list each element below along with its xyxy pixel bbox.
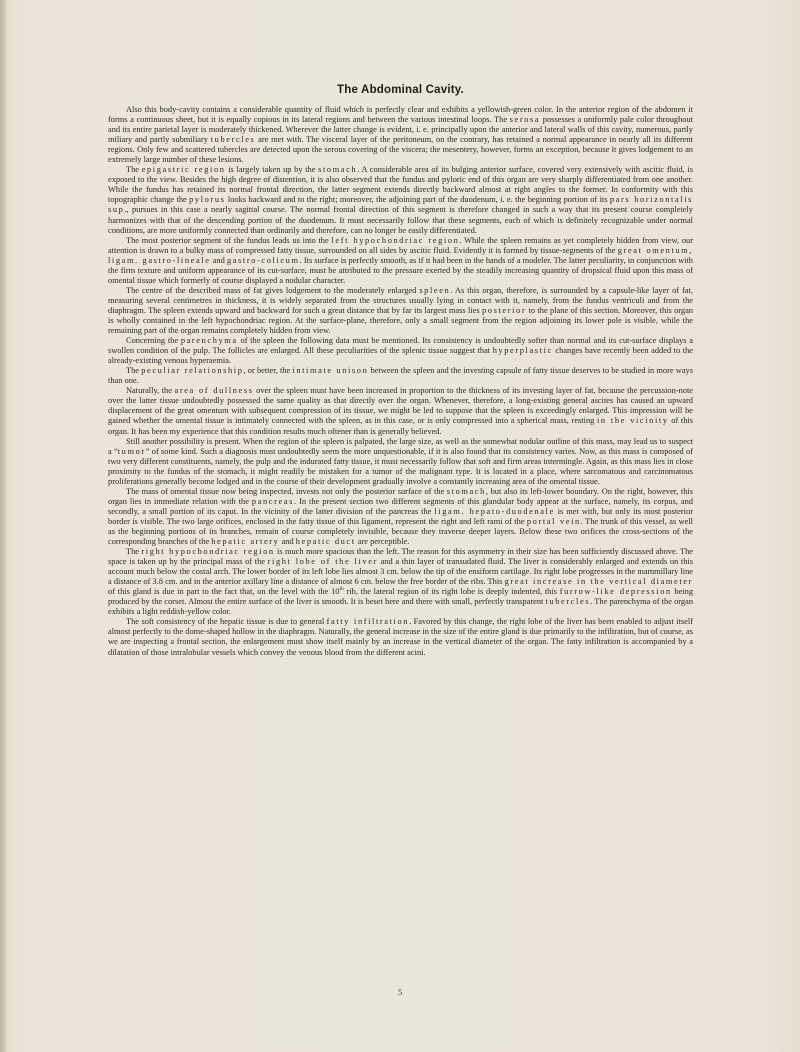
text-run: of this organ. It has been my experience that this condition results much oftener than is generally believed.	[108, 416, 693, 436]
spaced-term: right lobe of the liver	[267, 557, 378, 567]
text-run: The mass of omental tissue now being inspected, invests not only the posterior surface of the	[126, 486, 447, 496]
spaced-term: area of dullness	[174, 386, 254, 396]
text-run: Naturally, the	[126, 386, 175, 396]
text-run: is met with, but only its most posterior border is visible. The two large orifices, enclosed in the fatty tissue of this ligament, represent the right and left rami of the	[108, 506, 693, 526]
text-run: , or better, the	[243, 366, 293, 376]
spaced-term: pars horizontalis sup	[108, 195, 693, 215]
text-run: . In the present section two different segments of this glandular body appear at the surface, namely, its corpus, and secondly, a small portion of its caput. In the vicinity of the latter division of the pancreas the	[108, 496, 693, 516]
text-run: and a thin layer of transudated fluid. The liver is considerably enlarged and extends on this account much below the costal arch. The lower border of its left lobe lies almost 3 cm. below the tip of the ensiform cartilage. Its right lobe progresses in the mammillary line a distance of 3.8 cm. and in the anterior axillary line a distance of almost 6 cm. below the free border of the ribs. This	[108, 557, 693, 587]
spaced-term: tumor	[117, 446, 146, 456]
page-number: 5	[397, 987, 403, 997]
paragraph	[108, 437, 693, 487]
spaced-term: in the vicinity	[596, 416, 669, 426]
spaced-term: intimate unison	[292, 366, 369, 376]
body-text	[108, 105, 693, 658]
text-run: The most posterior segment of the fundus leads us into the	[126, 235, 332, 245]
text-run: . As this organ, therefore, is surrounded by a capsule-like layer of fat, measuring several centimetres in thickness, it is widely separated from the structures usually lying in contact with it, namely, from the fundus ventriculi and from the diaphragm. The spleen extends upward and backward for such a great distance that by far its largest mass lies	[108, 285, 693, 315]
spaced-term: peculiar relationship	[141, 366, 244, 376]
text-run: The	[126, 366, 142, 376]
text-run: looks backward and to the right; moreover, the adjoining part of the duodenum, i. e. the beginning portion of its	[225, 195, 610, 205]
spaced-term: gastro-colicum	[226, 255, 300, 265]
spaced-term: ligam. hepato-duodenale	[434, 506, 555, 516]
text-run: possesses a uniformly pale color throughout and its entire parietal layer is moderately thickened. Wherever the latter change is evident, i. e. principally upon the anterior and lateral walls of this cavity, numerous, partly miliary and partly submiliary	[108, 115, 693, 145]
spaced-term: posterior	[482, 305, 527, 315]
paragraph	[108, 236, 693, 286]
spaced-term: hepatic duct	[295, 537, 356, 547]
spaced-term: stomach	[318, 165, 358, 175]
text-run: . While the spleen remains as yet completely hidden from view, our attention is drawn to a bulky mass of compressed fatty tissue, surrounded on all sides by ascitic fluid. Evidently it is formed by tissue-segments of the	[108, 235, 693, 255]
spaced-term: hepatic artery	[211, 537, 280, 547]
text-run: . Its surface is perfectly smooth, as if it had been in the hands of a modeler. The latter peculiarity, in conjunction with the firm texture and uniform appearance of its cut-surface, must be attributed to the pressure exerted by the steadily increasing quantity of dropsical fluid upon this mass of omental tissue which formerly of course displayed a nodular character.	[108, 255, 693, 285]
superscript: th	[339, 586, 344, 593]
text-run: Also this body-cavity contains a considerable quantity of fluid which is perfectly clear and exhibits a yellowish-green color. In the anterior region of the abdomen it forms a continuous sheet, but it is equally copious in its lateral regions and between the various intestinal loops. The	[108, 105, 693, 125]
spaced-term: tubercles	[545, 597, 591, 607]
spaced-term: portal vein	[526, 516, 581, 526]
spaced-term: right hypochondriac region	[141, 547, 275, 557]
spaced-term: fatty infiltration	[326, 617, 410, 627]
text-run: The	[126, 165, 142, 175]
text-run: , but also its left-lower boundary. On the right, however, this organ lies in immediate relation with the	[108, 486, 694, 506]
text-run: Concerning the	[126, 336, 181, 346]
text-run: . The parenchyma of the organ exhibits a light reddish-yellow color.	[108, 597, 694, 617]
spaced-term: pylorus	[189, 195, 226, 205]
paragraph	[108, 165, 693, 235]
paragraph	[108, 547, 693, 617]
spaced-term: epigastric region	[141, 165, 226, 175]
text-run: . A considerable area of its bulging anterior surface, covered very extensively with ascitic fluid, is exposed to the view. Besides the high degree of distention, it is also observed that the fundus and pyloric end of this organ are very sharply differentiated from one another. While the fundus has retained its normal frontal direction, the latter segment extends directly backward almost at right angles to the former. In conformity with this topographic change the	[108, 165, 693, 205]
text-run: The	[126, 547, 142, 557]
text-run: of this gland is due in part to the fact that, on the level with the 10	[108, 587, 340, 597]
spaced-term: stomach	[446, 486, 486, 496]
paragraph	[108, 105, 693, 165]
page-title: The Abdominal Cavity.	[337, 84, 464, 96]
text-run: changes have recently been added to the already-existing venous hyperaemia.	[108, 346, 693, 366]
spaced-term: furrow-like depression	[559, 587, 672, 597]
spaced-term: great increase in the vertical diameter	[504, 577, 693, 587]
text-run: The centre of the described mass of fat gives lodgement to the moderately enlarged	[126, 285, 420, 295]
spaced-term: pancreas	[251, 496, 294, 506]
spaced-term: great omentum, ligam. gastro-lineale	[108, 245, 693, 265]
text-run: rib, the lateral region of its right lobe is deeply indented, this	[343, 587, 560, 597]
spaced-term: hyperplastic	[492, 346, 553, 356]
text-run: to the plane of this section. Moreover, this organ is wholly contained in the left hypochondriac region. At the surface-plane, therefore, only a small segment from the region adjoining its lower pole is visible, while the remaining part of the organ remains completely hidden from view.	[108, 305, 693, 336]
paragraph	[108, 386, 693, 436]
text-run: over the spleen must have been increased in proportion to the thickness of its investing layer of fat, because the percussion-note over the latter tissue undoubtedly possessed the same quality as that directly over the organ. Whenever, therefore, a long-existing general ascites has caused an upward displacement of the great omentum with subsequent compression of its tissue, we might be led to suppose that the spleen is exceedingly enlarged. This impression will be gained whether the omental tissue is intimately connected with the spleen, as in this case, or is only compressed into a spherical mass, resting	[108, 386, 693, 426]
page-binding-edge	[0, 0, 6, 1052]
page-content	[108, 84, 693, 658]
text-run: ., pursues in this case a nearly sagittal course. The normal frontal direction of this segment is therefore changed in such a way that its present course completely harmonizes with that of the descending portion of the duodenum. It must necessarily follow that these segments, each of which is definitely recognizable under normal conditions, are more uniformly connected than ordinarily and therefore, can no longer be easily differentiated.	[108, 205, 693, 235]
spaced-term: left hypochondriac region	[331, 235, 460, 245]
text-run: are met with. The visceral layer of the peritoneum, on the contrary, has retained a normal appearance in nearly all its different regions. Only few and scattered tubercles are detected upon the serous covering of the viscera; the mesentery, however, forms an exception, because it gives lodgement to an extremely large number of these lesions.	[108, 135, 694, 165]
text-run: . Favored by this change, the right lobe of the liver has been enabled to adjust itself almost perfectly to the dome-shaped hollow in the diaphragm. Naturally, the general increase in the size of the entire gland is due primarily to the infiltration, but of course, as we are inspecting a frontal section, the enlargement must show itself mainly by an increase in the vertical diameter of the organ. The fatty infiltration is accompanied by a dilatation of those intralobular vessels which convey the venous blood from the different acini.	[108, 617, 694, 657]
text-run: is largely taken up by the	[225, 165, 319, 175]
text-run: is much more spacious than the left. The reason for this asymmetry in their size has been sufficiently discussed above. The space is taken up by the principal mass of the	[108, 547, 693, 567]
text-run: ” of some kind. Such a diagnosis must undoubtedly seem the more unquestionable, if it is also found that its consistency varies. Now, as this mass is composed of two very different constituents, namely, the pulp and the indurated fatty tissue, it must necessarily follow that soft and firm areas intermingle. Again, as this mass lies in close proximity to the fundus of the stomach, it might readily be mistaken for a tumor of the malignant type. It is located in a place, where sarcomatous and carcinomatous proliferations generally become lodged and in the course of their development gradually involve a constantly increasing area of the omental tissue.	[108, 446, 693, 486]
text-run: and	[210, 255, 227, 265]
spaced-term: serosa	[509, 115, 541, 125]
spaced-term: tubercles	[210, 135, 256, 145]
text-run: Still another possibility is present. When the region of the spleen is palpated, the large size, as well as the somewhat nodular outline of this mass, may lead us to suspect a “	[108, 436, 693, 456]
spaced-term: spleen	[419, 285, 451, 295]
text-run: between the spleen and the investing capsule of fatty tissue deserves to be studied in more ways than one.	[108, 366, 693, 386]
paragraph	[108, 487, 693, 547]
text-run: . The trunk of this vessel, as well as the beginning portions of its branches, remain of course completely invisible, because they traverse deeper layers. Below these two orifices the cross-sections of the corresponding branches of the	[108, 516, 693, 547]
paragraph	[108, 336, 693, 366]
text-run: are perceptible.	[355, 537, 410, 547]
text-run: and	[279, 537, 296, 547]
text-run: being produced by the corset. Almost the entire surface of the liver is smooth. It is beset here and there with small, perfectly transparent	[108, 587, 694, 607]
paragraph	[108, 617, 693, 657]
paragraph	[108, 286, 693, 336]
spaced-term: parenchyma	[180, 336, 238, 346]
text-run: The soft consistency of the hepatic tissue is due to general	[126, 617, 327, 627]
paragraph	[108, 366, 693, 386]
text-run: of the spleen the following data must be mentioned. Its consistency is undoubtedly softer than normal and its cut-surface displays a swollen condition of the pulp. The follicles are enlarged. All these peculiarities of the splenic tissue suggest that	[108, 336, 693, 356]
